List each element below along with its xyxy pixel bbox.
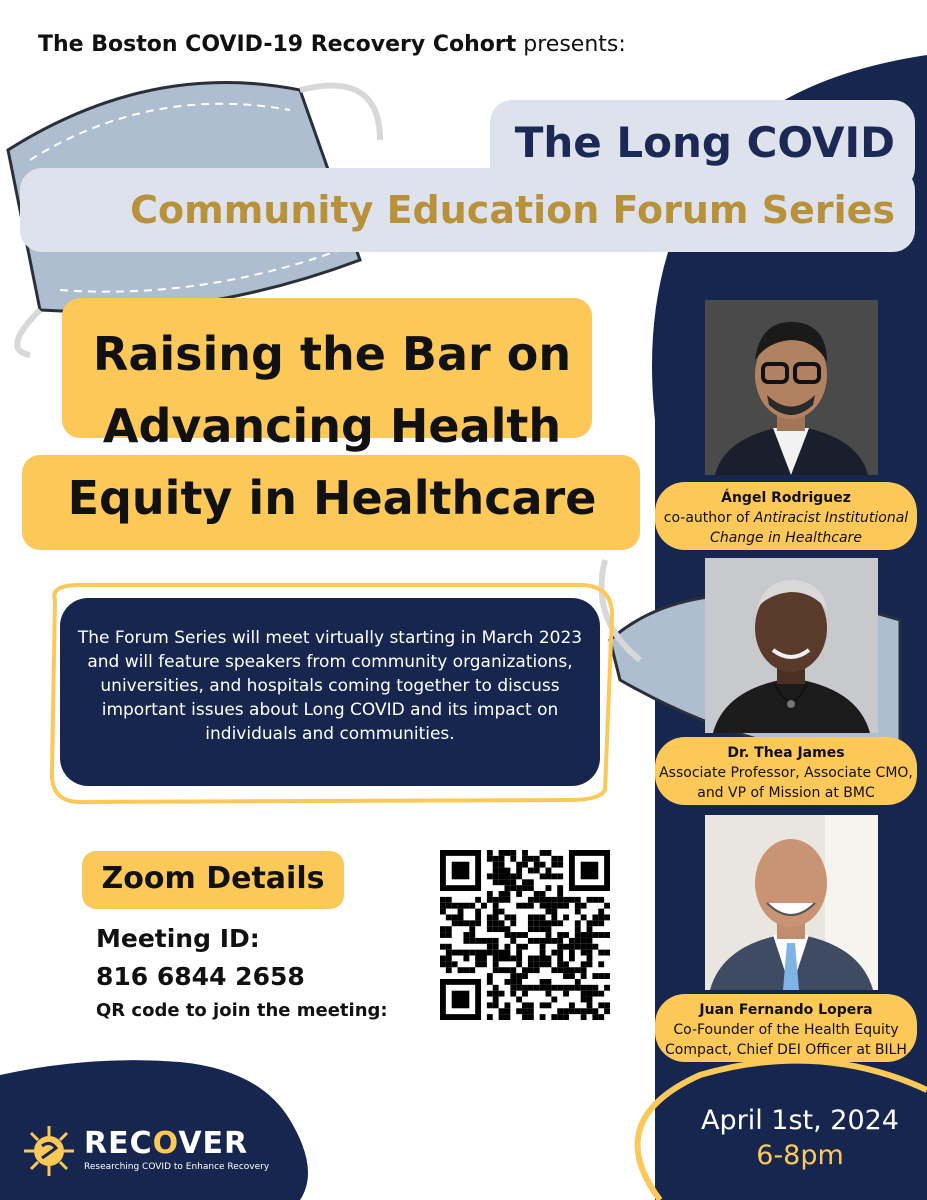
presents-word: presents: bbox=[523, 32, 626, 57]
description-text: The Forum Series will meet virtually starting in March 2023 and will feature speakers from community organizations, universities, and hospitals coming together to discuss important issues about Long COVID and its impact on individuals and communities. bbox=[77, 628, 583, 744]
speaker-caption-1 bbox=[655, 488, 917, 548]
meeting-id-label: Meeting ID: bbox=[96, 924, 260, 953]
recover-logo-tagline: Researching COVID to Enhance Recovery bbox=[84, 1162, 270, 1172]
logo-text-o: O bbox=[152, 1126, 179, 1161]
event-title bbox=[22, 318, 642, 534]
zoom-details-title: Zoom Details bbox=[101, 861, 325, 896]
event-title-line3: Equity in Healthcare bbox=[67, 471, 597, 525]
recover-virus-logo-icon bbox=[20, 1122, 78, 1180]
meeting-id-value: 816 6844 2658 bbox=[96, 962, 305, 991]
event-date: April 1st, 2024 bbox=[700, 1105, 899, 1136]
speaker-role-2: Associate Professor, Associate CMO, and VP of Mission at BMC bbox=[659, 765, 913, 801]
speaker-caption-2 bbox=[655, 743, 917, 803]
event-time: 6-8pm bbox=[756, 1140, 844, 1171]
presenter-line bbox=[38, 32, 626, 57]
event-title-line2: Advancing Health bbox=[102, 399, 562, 453]
logo-text-pre: REC bbox=[84, 1126, 153, 1161]
speaker-role-1: co-author of bbox=[663, 510, 754, 526]
speaker-role-3: Co-Founder of the Health Equity Compact, Chief DEI Officer at BILH bbox=[665, 1022, 907, 1058]
speaker-photo-thea-james bbox=[705, 558, 878, 733]
logo-text-post: VER bbox=[178, 1126, 249, 1161]
speaker-caption-3 bbox=[655, 1000, 917, 1060]
speaker-name-3: Juan Fernando Lopera bbox=[699, 1002, 873, 1018]
series-title-line2: Community Education Forum Series bbox=[130, 188, 895, 232]
speaker-name-2: Dr. Thea James bbox=[727, 745, 845, 761]
recover-logo-wordmark bbox=[84, 1126, 248, 1161]
speaker-name-1: Ángel Rodriguez bbox=[721, 490, 851, 506]
speaker-role-1-book: Antiracist Institutional Change in Healthcare bbox=[710, 510, 909, 546]
qr-code-image[interactable] bbox=[440, 850, 610, 1020]
qr-code-label: QR code to join the meeting: bbox=[96, 1000, 388, 1021]
presenter-name: The Boston COVID-19 Recovery Cohort bbox=[38, 32, 517, 57]
speaker-photo-angel-rodriguez bbox=[705, 300, 878, 475]
series-title-line1: The Long COVID bbox=[514, 118, 895, 167]
speaker-photo-juan-fernando-lopera bbox=[705, 815, 878, 990]
event-title-line1: Raising the Bar on bbox=[92, 327, 572, 381]
